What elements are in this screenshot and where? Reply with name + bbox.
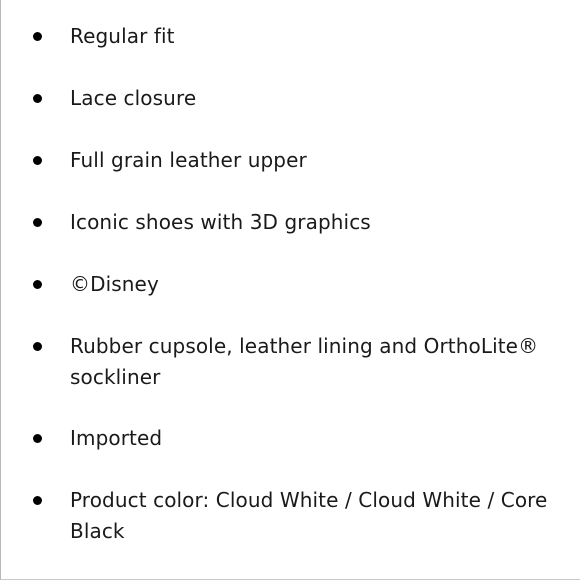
feature-text: ©Disney	[70, 272, 159, 296]
feature-text: Rubber cupsole, leather lining and OrthoLite® sockliner	[70, 334, 539, 389]
bullet-icon	[33, 280, 42, 289]
feature-text: Iconic shoes with 3D graphics	[70, 210, 371, 234]
feature-text: Product color: Cloud White / Cloud White / Core Black	[70, 488, 548, 543]
feature-text: Regular fit	[70, 24, 175, 48]
feature-text: Lace closure	[70, 86, 197, 110]
bullet-icon	[33, 434, 42, 443]
bullet-icon	[33, 218, 42, 227]
bullet-icon	[33, 496, 42, 505]
bullet-icon	[33, 342, 42, 351]
feature-text: Full grain leather upper	[70, 148, 307, 172]
bullet-icon	[33, 156, 42, 165]
bullet-icon	[33, 32, 42, 41]
feature-text: Imported	[70, 426, 163, 450]
bullet-icon	[33, 94, 42, 103]
